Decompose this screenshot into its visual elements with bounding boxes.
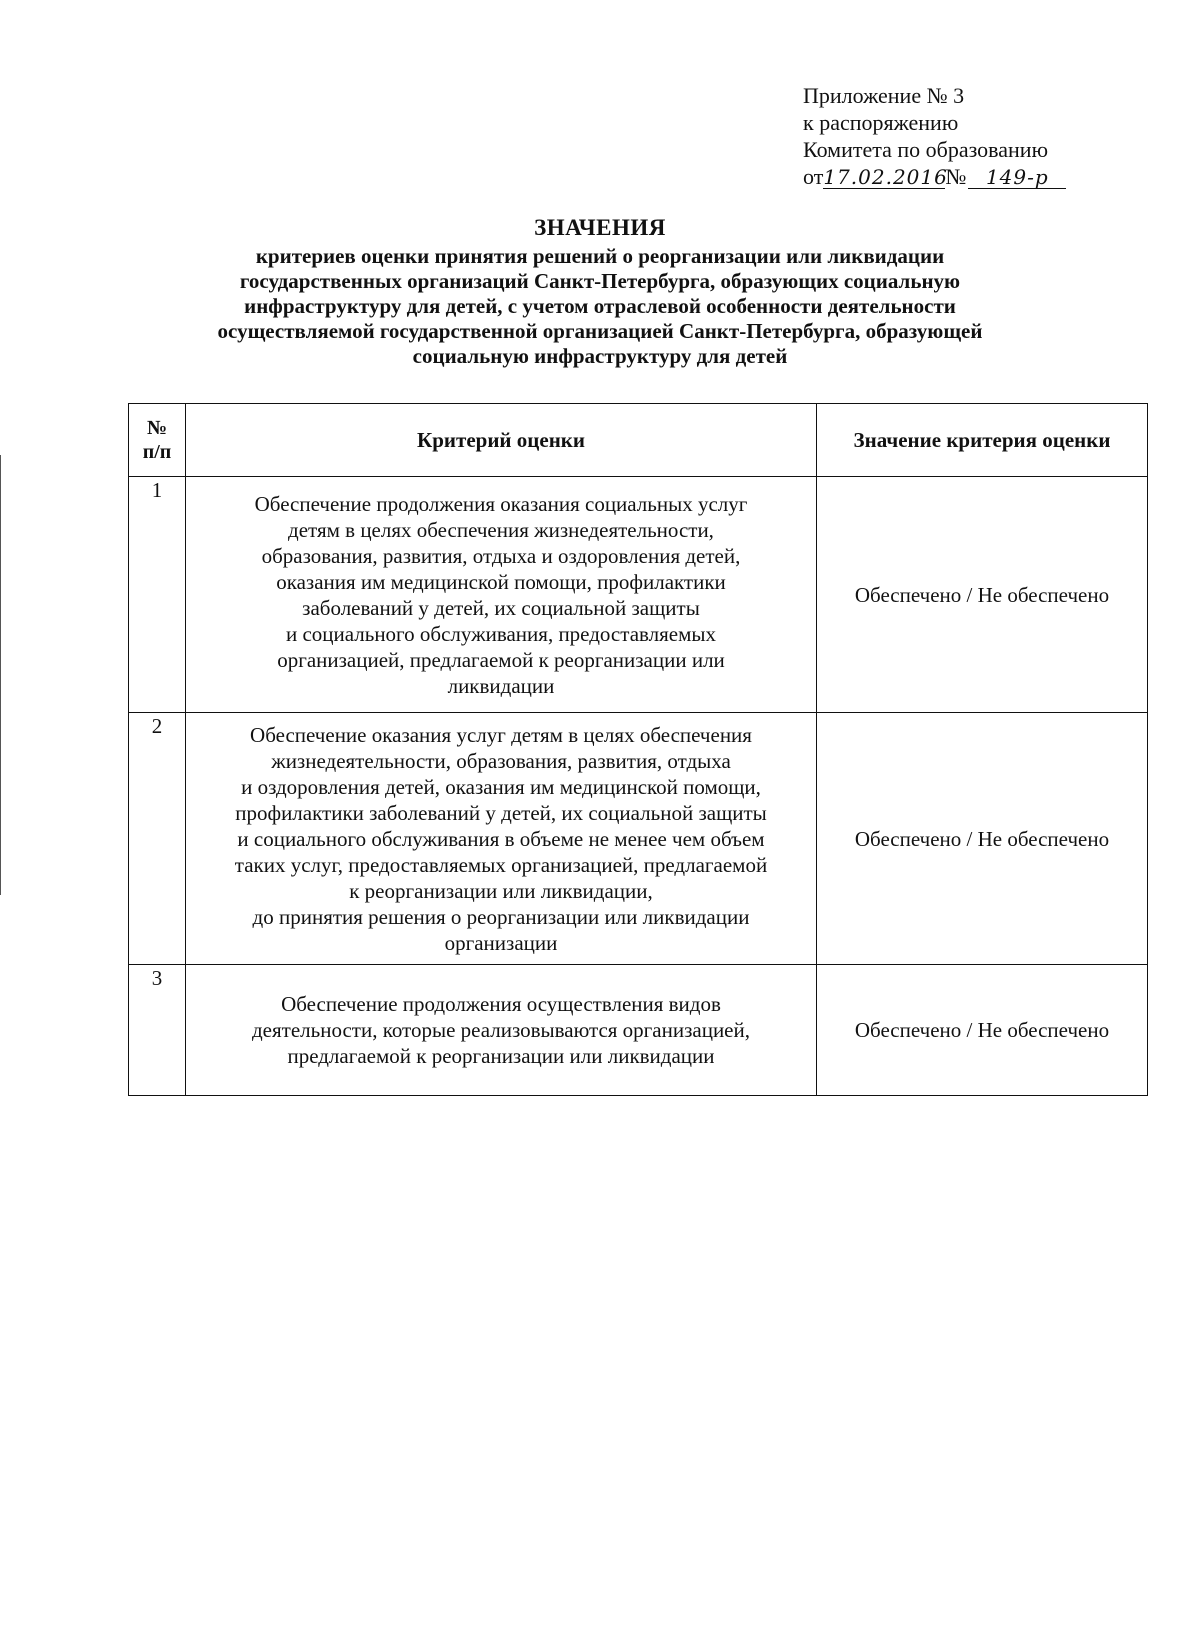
criterion-text-line: и социального обслуживания, предоставляемых — [285, 621, 717, 646]
row-criterion — [186, 477, 817, 713]
criterion-text-line: Обеспечение продолжения осуществления видов — [281, 992, 721, 1016]
header-value: Значение критерия оценки — [817, 404, 1148, 477]
criterion-text-line: оказания им медицинской помощи, профилактики — [276, 569, 726, 594]
criterion-text-line: профилактики заболеваний у детей, их социальной защиты — [235, 800, 767, 825]
handwritten-number: 149-р — [968, 166, 1066, 189]
row-criterion — [186, 965, 817, 1096]
table-row — [129, 477, 1148, 713]
appendix-line-1: Приложение № 3 — [803, 83, 965, 108]
handwritten-date: 17.02.2016 — [823, 165, 948, 189]
criterion-text-line: организации — [444, 930, 558, 955]
row-number: 3 — [129, 965, 186, 1096]
header-number-abbrev: п/п — [142, 441, 172, 463]
title-subtitle-line: критериев оценки принятия решений о реорганизации или ликвидации — [255, 244, 945, 268]
table-body — [129, 477, 1148, 1096]
title-subtitle-line: инфраструктуру для детей, с учетом отраслевой особенности деятельности — [244, 294, 956, 318]
criterion-text-line: жизнедеятельности, образования, развития, отдыха — [271, 748, 731, 773]
appendix-date-number — [803, 163, 1066, 190]
criterion-text-line: Обеспечение продолжения оказания социальных услуг — [254, 491, 748, 516]
table-row — [129, 965, 1148, 1096]
title-subtitle-line: социальную инфраструктуру для детей — [412, 344, 788, 368]
document-title — [130, 214, 1070, 369]
number-prefix: № — [945, 164, 967, 189]
title-subtitle-line: осуществляемой государственной организацией Санкт-Петербурга, образующей — [217, 319, 983, 343]
table-row — [129, 713, 1148, 965]
row-number: 2 — [129, 713, 186, 965]
row-criterion — [186, 713, 817, 965]
criterion-text-line: ликвидации — [447, 673, 555, 698]
criterion-text-line: предлагаемой к реорганизации или ликвидации — [287, 1044, 715, 1068]
appendix-line-3: Комитета по образованию — [803, 137, 1049, 162]
criterion-text-line: таких услуг, предоставляемых организацией, предлагаемой — [234, 852, 768, 877]
criterion-text-line: и социального обслуживания в объеме не менее чем объем — [237, 826, 765, 851]
title-subtitle-line: государственных организаций Санкт-Петербурга, образующих социальную — [239, 269, 961, 293]
title-subtitle — [130, 244, 1070, 369]
row-number: 1 — [129, 477, 186, 713]
criterion-text-line: деятельности, которые реализовываются организацией, — [251, 1018, 750, 1042]
title-main: ЗНАЧЕНИЯ — [534, 215, 666, 240]
row-value: Обеспечено / Не обеспечено — [817, 965, 1148, 1096]
header-number-symbol: № — [146, 417, 168, 439]
date-prefix: от — [803, 164, 824, 189]
criterion-text-line: к реорганизации или ликвидации, — [349, 878, 653, 903]
criterion-text-line: до принятия решения о реорганизации или ликвидации — [252, 904, 750, 929]
table-header-row — [129, 404, 1148, 477]
criterion-text-line: образования, развития, отдыха и оздоровления детей, — [261, 543, 741, 568]
row-value: Обеспечено / Не обеспечено — [817, 477, 1148, 713]
criterion-text-line: заболеваний у детей, их социальной защиты — [302, 595, 700, 620]
criterion-text-line: детям в целях обеспечения жизнедеятельности, — [288, 517, 714, 542]
header-number — [129, 404, 186, 477]
scan-edge-artifact — [0, 455, 1, 895]
row-value: Обеспечено / Не обеспечено — [817, 713, 1148, 965]
appendix-header — [803, 82, 1066, 190]
header-criterion: Критерий оценки — [186, 404, 817, 477]
criterion-text-line: Обеспечение оказания услуг детям в целях обеспечения — [250, 722, 752, 747]
criterion-text-line: и оздоровления детей, оказания им медицинской помощи, — [241, 774, 761, 799]
appendix-line-2: к распоряжению — [803, 110, 959, 135]
criteria-table — [128, 403, 1148, 1096]
criterion-text-line: организацией, предлагаемой к реорганизации или — [277, 647, 725, 672]
